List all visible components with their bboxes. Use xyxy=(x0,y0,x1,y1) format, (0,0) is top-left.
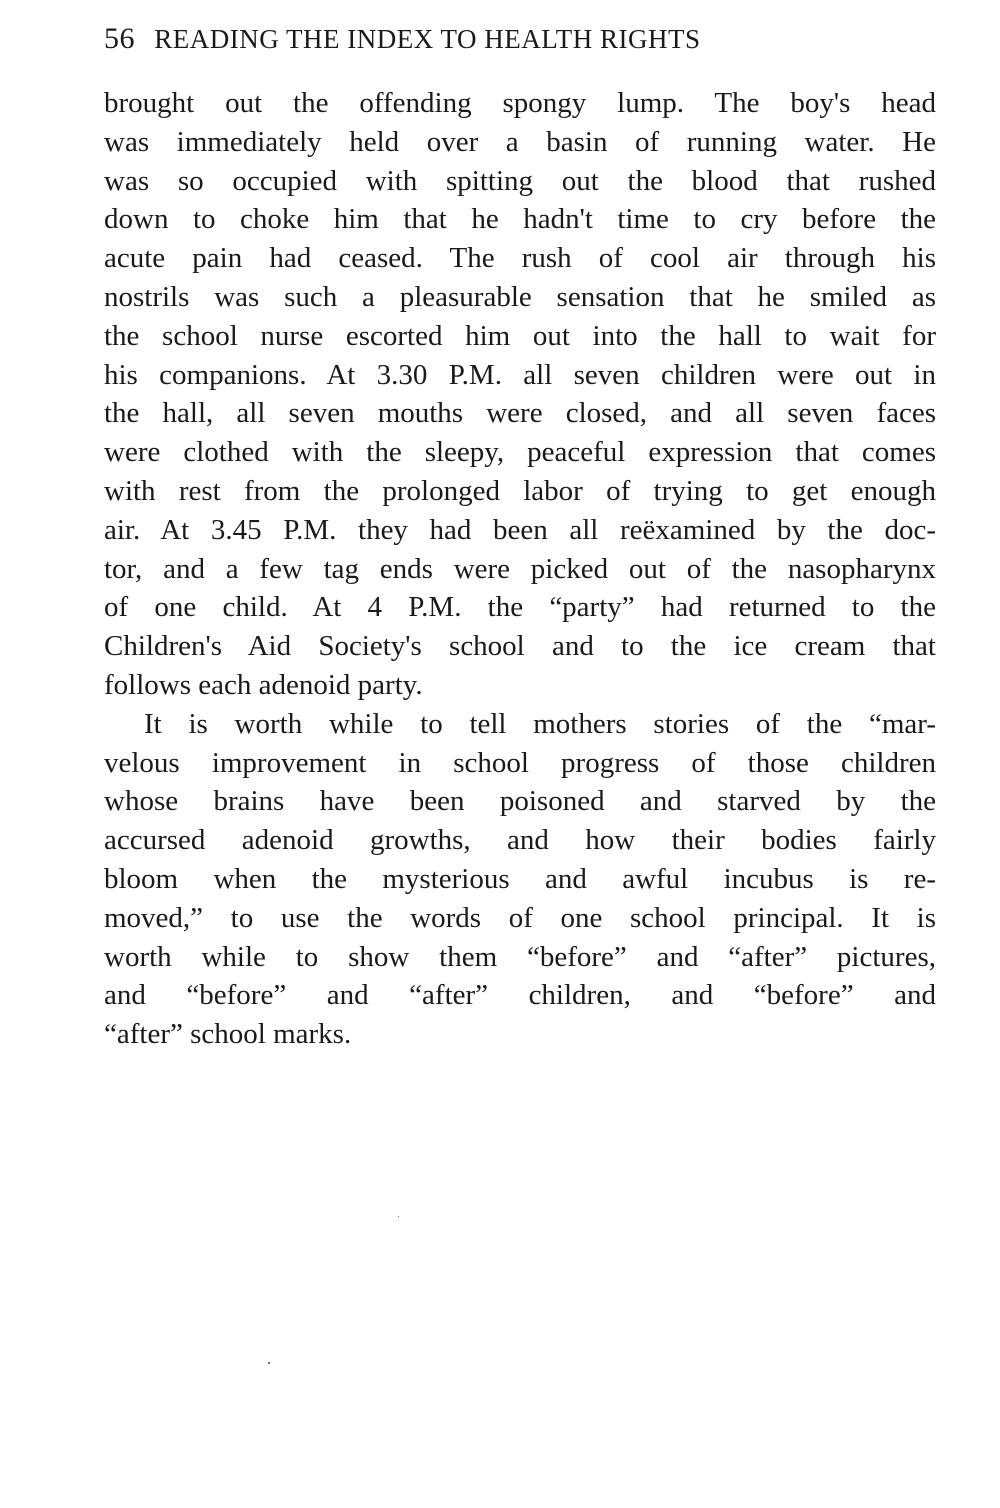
text-line: brought out the offending spongy lump. The boy's head xyxy=(104,87,936,119)
text-line: Children's Aid Society's school and to the ice cream that xyxy=(104,630,936,663)
text-line: were clothed with the sleepy, peaceful expression that comes xyxy=(104,436,936,469)
running-header xyxy=(104,22,936,56)
page-body xyxy=(104,84,936,1054)
text-line: air. At 3.45 P.M. they had been all reëxamined by the doc- xyxy=(104,513,936,546)
text-line: was so occupied with spitting out the blood that rushed xyxy=(104,164,936,197)
text-line: tor, and a few tag ends were picked out of the nasopharynx xyxy=(104,552,936,585)
text-line: his companions. At 3.30 P.M. all seven children were out in xyxy=(104,358,936,391)
text-line: acute pain had ceased. The rush of cool air through his xyxy=(104,242,936,275)
text-line: the hall, all seven mouths were closed, and all seven faces xyxy=(104,397,936,430)
scan-speck xyxy=(268,1362,270,1364)
text-line: and “before” and “after” children, and “before” and xyxy=(104,979,936,1012)
text-line: velous improvement in school progress of those children xyxy=(104,746,936,779)
text-line: worth while to show them “before” and “after” pictures, xyxy=(104,940,936,973)
text-line: of one child. At 4 P.M. the “party” had returned to the xyxy=(104,591,936,624)
text-line: was immediately held over a basin of running water. He xyxy=(104,125,936,158)
text-line: “after” school marks. xyxy=(104,1018,352,1051)
text-line: down to choke him that he hadn't time to cry before the xyxy=(104,203,936,236)
scan-speck xyxy=(398,1216,399,1217)
text-line: nostrils was such a pleasurable sensation that he smiled as xyxy=(104,280,936,313)
page-number: 56 xyxy=(104,22,135,55)
text-line: moved,” to use the words of one school principal. It is xyxy=(104,901,936,934)
text-line: It is worth while to tell mothers stories of the “mar- xyxy=(144,707,936,740)
text-line: bloom when the mysterious and awful incubus is re- xyxy=(104,862,936,895)
text-line: accursed adenoid growths, and how their bodies fairly xyxy=(104,824,936,857)
text-line: with rest from the prolonged labor of trying to get enough xyxy=(104,474,936,507)
paragraph-2 xyxy=(104,705,936,1054)
text-line: follows each adenoid party. xyxy=(104,668,423,701)
text-line: the school nurse escorted him out into the hall to wait for xyxy=(104,319,936,352)
text-line: whose brains have been poisoned and starved by the xyxy=(104,785,936,818)
paragraph-1 xyxy=(104,84,936,705)
running-title: READING THE INDEX TO HEALTH RIGHTS xyxy=(154,24,701,54)
